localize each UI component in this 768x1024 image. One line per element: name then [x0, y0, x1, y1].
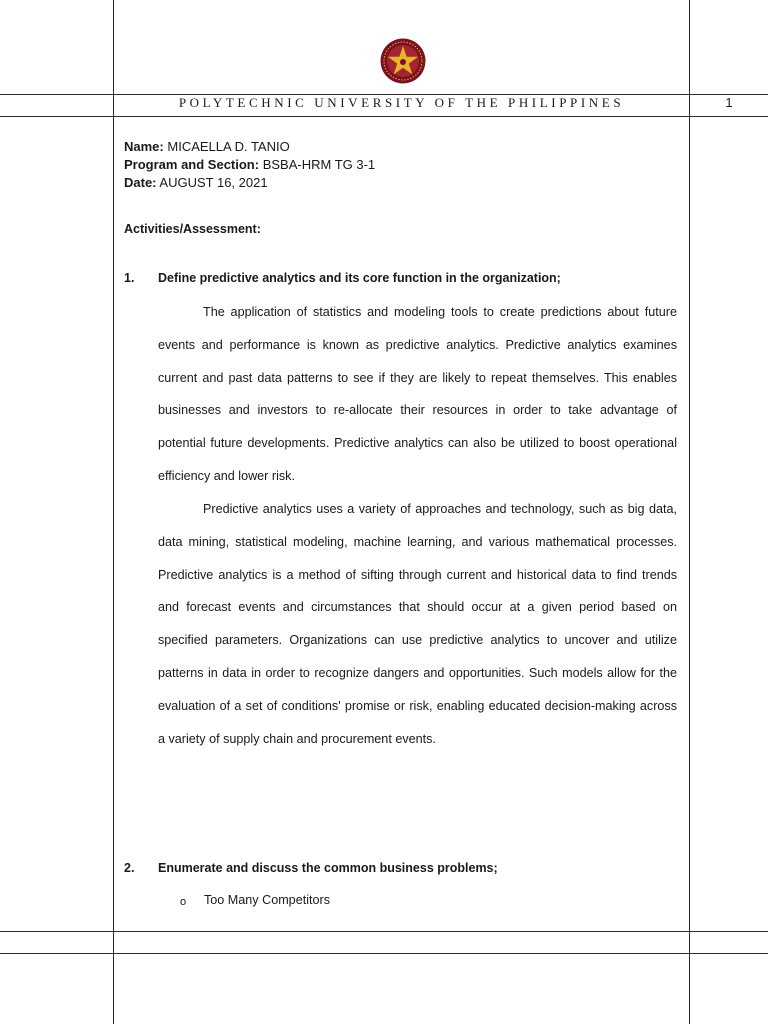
student-info: [124, 138, 375, 192]
left-margin-line: [113, 0, 114, 1024]
university-name: POLYTECHNIC UNIVERSITY OF THE PHILIPPINES: [178, 95, 625, 110]
date-value: AUGUST 16, 2021: [159, 175, 268, 190]
question-text: Define predictive analytics and its core function in the organization;: [158, 271, 561, 285]
header-bottom-line: [0, 116, 768, 117]
name-row: [124, 138, 375, 156]
right-margin-line: [689, 0, 690, 1024]
question-number: 1.: [124, 271, 135, 285]
bullet-marker: o: [180, 896, 187, 908]
page-number: 1: [725, 95, 733, 110]
answer-paragraph: The application of statistics and modeling tools to create predictions about future events and performance is known as predictive analytics. Predictive analytics examines current and past data patterns to see if they are likely to repeat themselves. This enables businesses and investors to re-allocate their resources in order to take advantage of potential future developments. Predictive analytics can also be utilized to boost operational efficiency and lower risk.: [158, 305, 677, 483]
date-label: Date:: [124, 175, 157, 190]
program-value: BSBA-HRM TG 3-1: [262, 157, 376, 172]
answer-paragraph: Predictive analytics uses a variety of approaches and technology, such as big data, data mining, statistical modeling, machine learning, and various mathematical processes. Predictive analytics is a method of sifting through current and historical data to find trends and forecast events and circumstances that should occur at a given period based on specified parameters. Organizations can use predictive analytics to uncover and utilize patterns in data in order to recognize dangers and opportunities. Such models allow for the evaluation of a set of conditions' promise or risk, enabling educated decision-making across a variety of supply chain and procurement events.: [158, 502, 677, 746]
footer-top-line: [0, 931, 768, 932]
university-seal-icon: [380, 38, 426, 84]
name-value: MICAELLA D. TANIO: [167, 139, 290, 154]
date-row: [124, 174, 375, 192]
program-label: Program and Section:: [124, 157, 260, 172]
question-number: 2.: [124, 861, 135, 875]
program-row: [124, 156, 375, 174]
question-text: Enumerate and discuss the common business problems;: [158, 861, 498, 875]
name-label: Name:: [124, 139, 164, 154]
footer-bottom-line: [0, 953, 768, 954]
bullet-item: Too Many Competitors: [204, 893, 330, 907]
section-heading: Activities/Assessment:: [124, 222, 261, 236]
